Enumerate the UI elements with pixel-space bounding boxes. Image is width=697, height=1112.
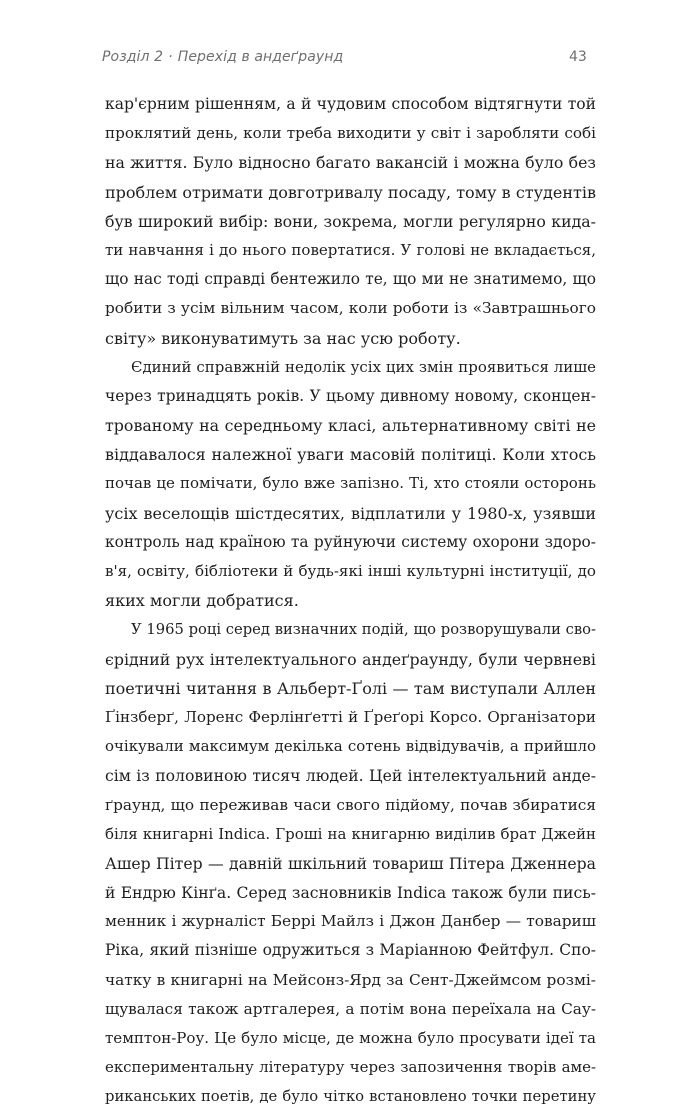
text-line: що нас тоді справді бентежило те, що ми не знатимемо, що — [105, 270, 596, 289]
text-line: сім із половиною тисяч людей. Цей інтелектуальний анде- — [105, 766, 596, 786]
text-line: експериментальну літературу через запозичення творів аме- — [105, 1058, 596, 1077]
text-line: через тринадцять років. У цьому дивному новому, сконцен- — [105, 386, 596, 405]
text-line: на життя. Було відносно багато вакансій і можна було без — [105, 153, 596, 173]
page-number: 43 — [569, 49, 587, 65]
text-line: ґраунд, що переживав часи свого підйому, почав збиратися — [105, 795, 596, 814]
paragraph-2 — [105, 353, 596, 616]
text-line: єрідний рух інтелектуального андеґраунду, були червневі — [105, 649, 596, 669]
text-line: почав це помічати, було вже запізно. Ті, хто стояли осторонь — [105, 474, 596, 493]
text-line: Єдиний справжній недолік усіх цих змін проявиться лише — [131, 357, 596, 376]
chapter-title: Перехід в андеґраунд — [177, 49, 344, 65]
text-line: менник і журналіст Беррі Майлз і Джон Данбер — товариш — [105, 912, 596, 931]
text-line: чатку в книгарні на Мейсонз-Ярд за Сент-Джеймсом розмі- — [105, 970, 596, 989]
text-line: кар'єрним рішенням, а й чудовим способом відтягнути той — [105, 95, 596, 113]
text-line: яких могли добратися. — [105, 591, 299, 611]
text-line: Ашер Пітер — давній шкільний товариш Пітера Дженнера — [105, 853, 596, 873]
text-line: був широкий вибір: вони, зокрема, могли регулярно кида- — [105, 211, 596, 231]
text-line: й Ендрю Кінґа. Серед засновників Indica також були пись- — [105, 883, 596, 903]
text-line: трованому на середньому класі, альтернативному світі не — [105, 416, 596, 436]
text-line: біля книгарні Indica. Гроші на книгарню виділив брат Джейн — [105, 824, 596, 843]
text-line: віддавалося належної уваги масовій політиці. Коли хтось — [105, 445, 596, 465]
text-line: проблем отримати довготривалу посаду, тому в студентів — [105, 182, 596, 202]
text-line: поетичні читання в Альберт-Ґолі — там виступали Аллен — [105, 678, 596, 698]
text-line: світу» виконуватимуть за нас усю роботу. — [105, 328, 461, 348]
header-separator: · — [168, 49, 173, 65]
text-line: очікували максимум декілька сотень відвідувачів, а прийшло — [105, 737, 596, 756]
chapter-label: Розділ 2 — [102, 49, 164, 65]
text-line: в'я, освіту, бібліотеки й будь-які інші культурні інституції, до — [105, 562, 596, 580]
text-line: риканських поетів, де було чітко встановлено точки перетину — [105, 1088, 596, 1106]
paragraph-3 — [105, 615, 596, 1111]
text-line: У 1965 році серед визначних подій, що розворушували сво- — [131, 621, 596, 639]
body-text — [105, 90, 596, 1112]
paragraph-1 — [105, 90, 596, 353]
text-line: усіх веселощів шістдесятих, відплатили у 1980-х, узявши — [105, 503, 596, 523]
text-line: щувалася також артгалерея, а потім вона переїхала на Сау- — [105, 999, 596, 1018]
text-line: контроль над країною та руйнуючи систему охорони здоро- — [105, 532, 596, 551]
text-line: темптон-Роу. Це було місце, де можна було просувати ідеї та — [105, 1029, 596, 1047]
text-line: Ґінзберґ, Лоренс Ферлінґетті й Ґреґорі Корсо. Організатори — [105, 707, 596, 726]
text-line: робити з усім вільним часом, коли роботи із «Завтрашнього — [105, 299, 596, 318]
text-line: проклятий день, коли треба виходити у світ і заробляти собі — [105, 124, 596, 143]
running-head — [102, 49, 343, 65]
text-line: Ріка, який пізніше одружиться з Маріанною Фейтфул. Спо- — [105, 941, 596, 960]
text-line: ти навчання і до нього повертатися. У голові не вкладається, — [105, 240, 596, 259]
